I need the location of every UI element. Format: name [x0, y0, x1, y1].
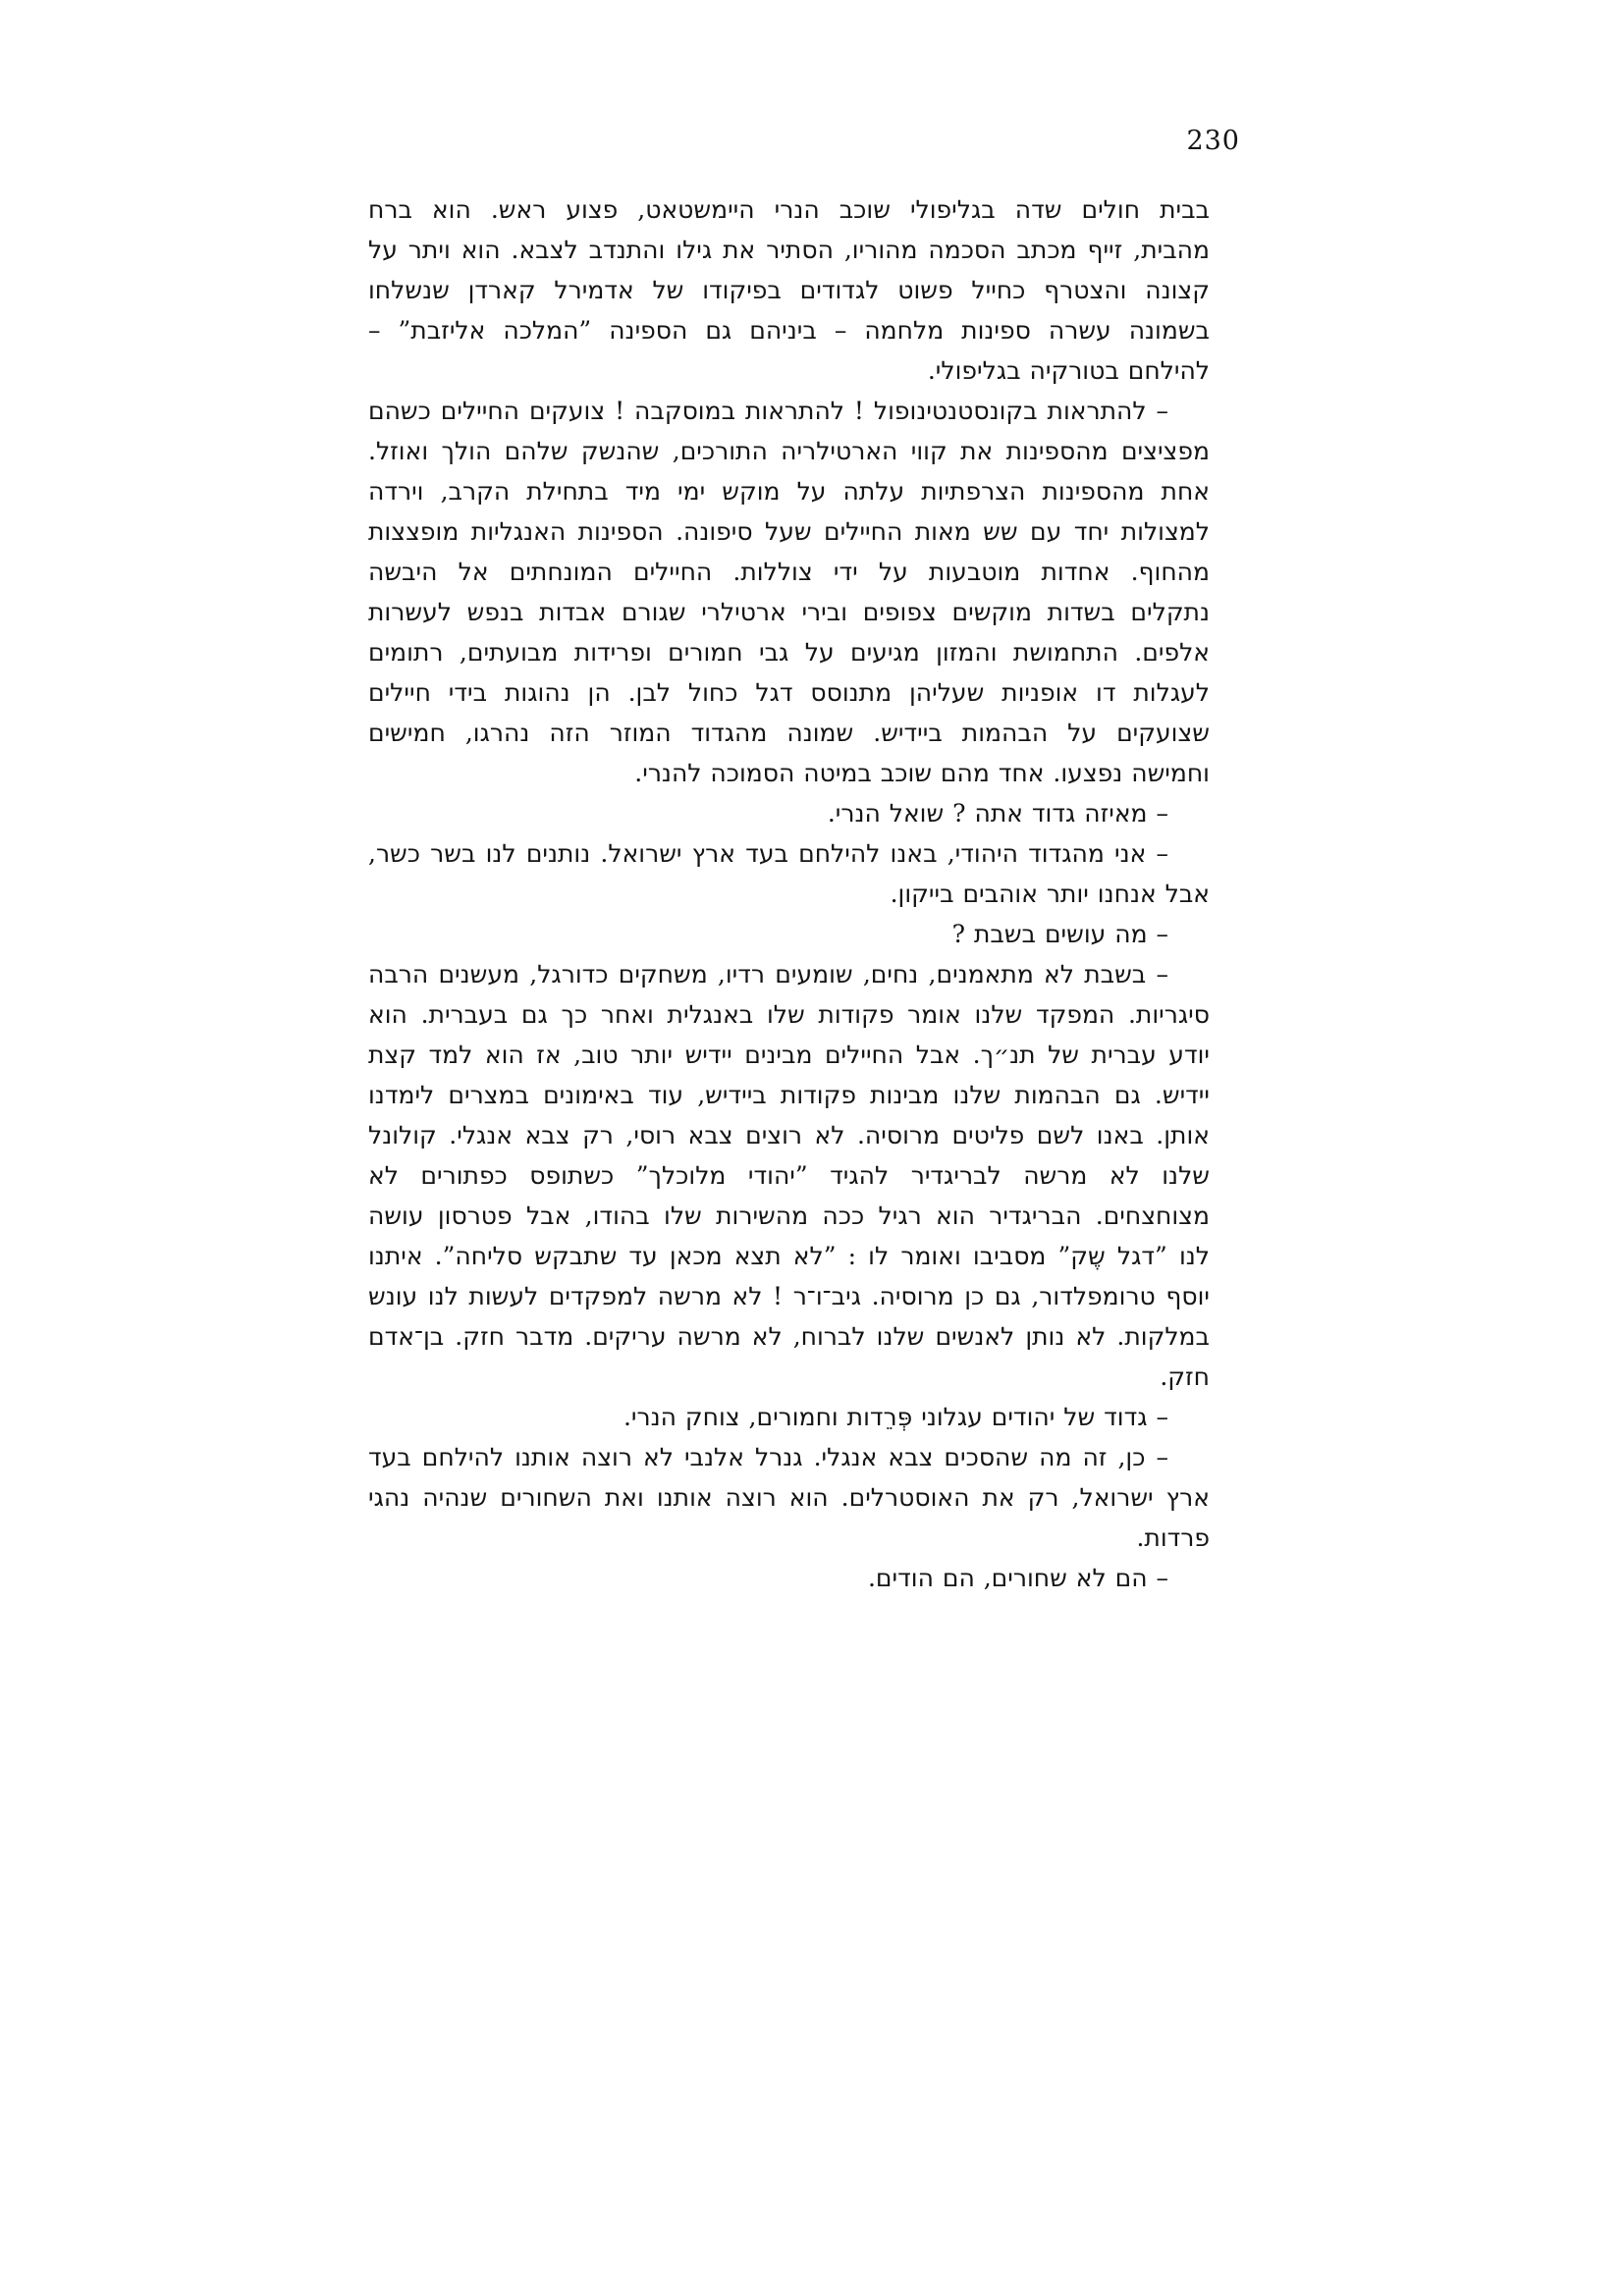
text-line: מפציצים מהספינות את קווי הארטילריה התורכים, שהנשק שלהם הולך ואוזל. — [368, 437, 1210, 465]
text-line: – גדוד של יהודים עגלוני פְּרֵדות וחמורים, צוחק הנרי. — [623, 1403, 1168, 1431]
text-line: שצועקים על הבהמות ביידיש. שמונה מהגדוד המוזר הזה נהרגו, חמישים — [368, 719, 1210, 747]
text-line: קצונה והצטרף כחייל פשוט לגדודים בפיקודו של אדמירל קארדן שנשלחו — [368, 276, 1210, 304]
text-line: מהבית, זייף מכתב הסכמה מהוריו, הסתיר את גילו והתנדב לצבא. הוא ויתר על — [368, 236, 1210, 264]
text-line: בשמונה עשרה ספינות מלחמה – ביניהם גם הספינה ”המלכה אליזבת” – — [368, 316, 1210, 345]
text-line: מצוחצחים. הבריגדיר הוא רגיל ככה מהשירות שלו בהודו, אבל פטרסון עושה — [368, 1201, 1210, 1230]
text-line: סיגריות. המפקד שלנו אומר פקודות שלו באנגלית ואחר כך גם בעברית. הוא — [368, 1000, 1210, 1029]
text-line: לעגלות דו אופניות שעליהן מתנוסס דגל כחול לבן. הן נהוגות בידי חיילים — [368, 678, 1210, 707]
text-line: יוסף טרומפלדור, גם כן מרוסיה. גיב־ו־ר ! לא מרשה למפקדים לעשות לנו עונש — [368, 1282, 1210, 1310]
text-line: – הם לא שחורים, הם הודים. — [867, 1564, 1168, 1592]
text-line: פרדות. — [1136, 1523, 1210, 1552]
text-line: – אני מהגדוד היהודי, באנו להילחם בעד ארץ ישרואל. נותנים לנו בשר כשר, — [368, 839, 1168, 868]
text-line: יידיש. גם הבהמות שלנו מבינות פקודות ביידיש, עוד באימונים במצרים לימדנו — [368, 1081, 1210, 1109]
text-line: יודע עברית של תנ״ך. אבל החיילים מבינים יידיש יותר טוב, אז הוא למד קצת — [368, 1041, 1210, 1069]
text-line: למצולות יחד עם שש מאות החיילים שעל סיפונה. הספינות האנגליות מופצצות — [368, 517, 1210, 546]
text-line: – כן, זה מה שהסכים צבא אנגלי. גנרל אלנבי לא רוצה אותנו להילחם בעד — [368, 1443, 1168, 1471]
text-line: – להתראות בקונסטנטינופול ! להתראות במוסקבה ! צועקים החיילים כשהם — [368, 397, 1168, 425]
text-line: – בשבת לא מתאמנים, נחים, שומעים רדיו, משחקים כדורגל, מעשנים הרבה — [368, 960, 1168, 988]
text-line: אלפים. התחמושת והמזון מגיעים על גבי חמורים ופרידות מבועתים, רתומים — [368, 638, 1210, 667]
text-line: – מאיזה גדוד אתה ? שואל הנרי. — [827, 799, 1168, 828]
text-line: – מה עושים בשבת ? — [951, 920, 1168, 948]
text-line: חזק. — [1160, 1362, 1210, 1391]
text-block — [368, 189, 1210, 1598]
text-line: ארץ ישרואל, רק את האוסטרלים. הוא רוצה אותנו ואת השחורים שנהיה נהגי — [368, 1483, 1210, 1512]
text-line: אבל אנחנו יותר אוהבים בייקון. — [890, 880, 1210, 908]
text-line: במלקות. לא נותן לאנשים שלנו לברוח, לא מרשה עריקים. מדבר חזק. בן־אדם — [368, 1322, 1210, 1351]
text-line: אחת מהספינות הצרפתיות עלתה על מוקש ימי מיד בתחילת הקרב, וירדה — [368, 477, 1210, 506]
text-line: נתקלים בשדות מוקשים צפופים ובירי ארטילרי שגורם אבדות בנפש לעשרות — [368, 598, 1210, 626]
text-line: בבית חולים שדה בגליפולי שוכב הנרי היימשטאט, פצוע ראש. הוא ברח — [368, 195, 1210, 224]
text-line: להילחם בטורקיה בגליפולי. — [927, 356, 1210, 385]
text-line: וחמישה נפצעו. אחד מהם שוכב במיטה הסמוכה להנרי. — [634, 759, 1210, 787]
page-number: 230 — [1186, 126, 1240, 156]
text-line: אותן. באנו לשם פליטים מרוסיה. לא רוצים צבא רוסי, רק צבא אנגלי. קולונל — [368, 1121, 1210, 1149]
text-line: מהחוף. אחדות מוטבעות על ידי צוללות. החיילים המונחתים אל היבשה — [368, 558, 1210, 586]
text-line: שלנו לא מרשה לבריגדיר להגיד ”יהודי מלוכלך” כשתופס כפתורים לא — [368, 1161, 1210, 1190]
text-line: לנו ”דגל שֶק” מסביבו ואומר לו : ”לא תצא מכאן עד שתבקש סליחה”. איתנו — [368, 1242, 1210, 1270]
